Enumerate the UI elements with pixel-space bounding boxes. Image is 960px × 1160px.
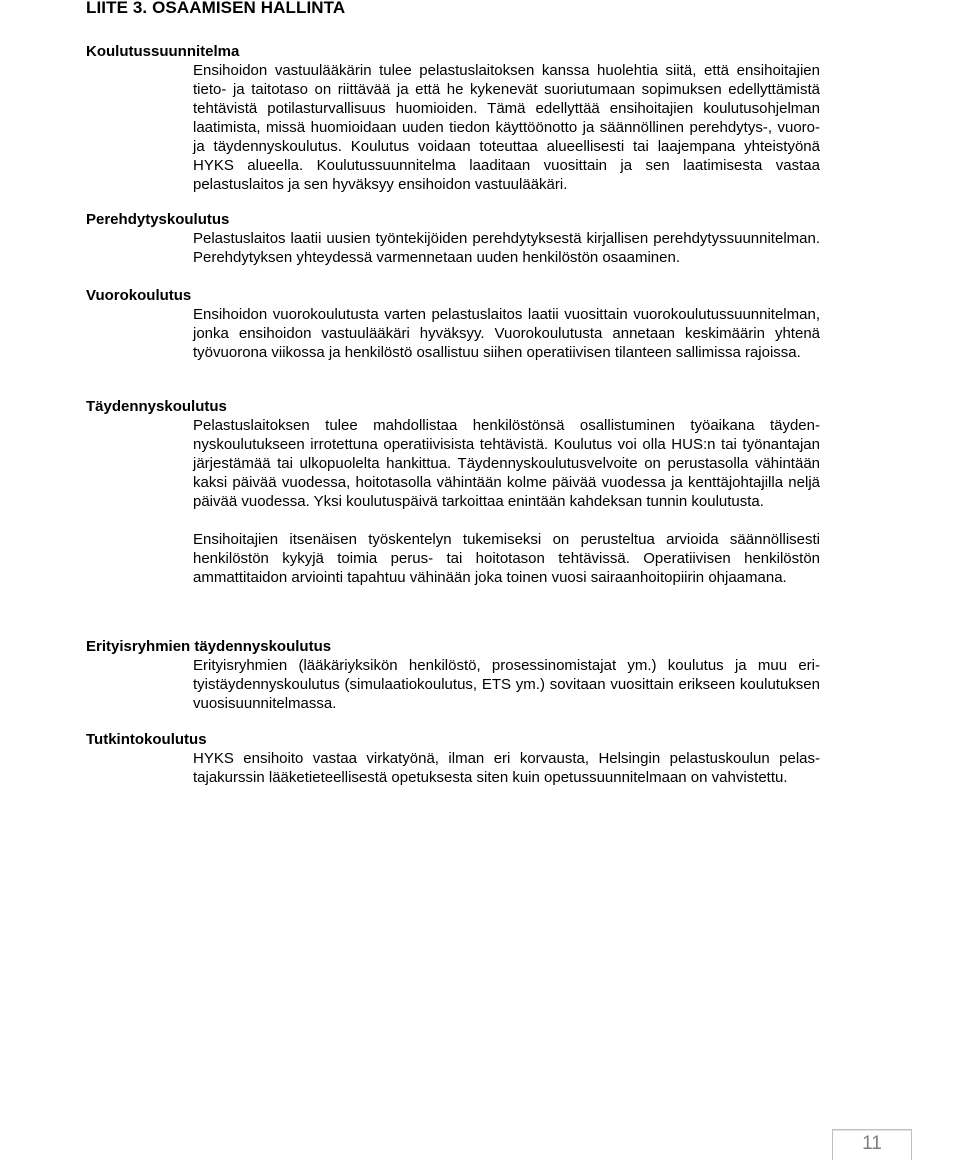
section-paragraph: Ensihoidon vastuulääkärin tulee pelastuslaitoksen kanssa huolehtia siitä, että ensihoitajien tieto- ja taitotaso on riittävää ja että he kykenevät suoriutumaan sopimuksen edellyttämistä tehtävistä potilasturvallisuus huomioiden. Tämä edellyttää ensihoitajien koulutusohjelman laatimista, missä huomioidaan uuden tiedon käyttöönotto ja säännöllinen perehdytys-, vuoro- ja täydennyskoulutus. Koulutus voidaan toteuttaa alueellisesti tai laajempana yhteistyönä HYKS alueella. Koulutussuunnitelma laaditaan vuosittain ja sen laatimisesta vastaa pelastuslaitos ja sen hyväksyy ensihoidon vastuulääkäri. (193, 62, 820, 193)
section-heading: Perehdytyskoulutus (86, 211, 230, 228)
page-number: 11 (862, 1133, 882, 1154)
section-paragraph: HYKS ensihoito vastaa virkatyönä, ilman eri korvausta, Helsingin pelastuskoulun pelastajakurssin lääketieteellisestä opetuksesta siten kuin opetussuunnitelmaan on vahvistettu. (193, 750, 820, 786)
section-paragraph: Erityisryhmien (lääkäriyksikön henkilöstö, prosessinomistajat ym.) koulutus ja muu erityistäydennyskoulutus (simulaatiokoulutus, ETS ym.) sovitaan vuosittain erikseen koulutuksen vuosisuunnitelmassa. (193, 657, 820, 712)
section-taydennyskoulutus (86, 397, 820, 587)
section-heading: Vuorokoulutus (86, 287, 192, 304)
section-tutkintokoulutus (86, 730, 820, 787)
page-number-box (832, 1129, 912, 1160)
page-title: LIITE 3. OSAAMISEN HALLINTA (86, 0, 346, 17)
section-heading: Tutkintokoulutus (86, 731, 207, 748)
section-heading: Koulutussuunnitelma (86, 43, 240, 60)
section-paragraph: Pelastuslaitoksen tulee mahdollistaa henkilöstönsä osallistuminen työaikana täydennyskoulutukseen irrotettuna operatiivisista tehtävistä. Koulutus voi olla HUS:n tai työnantajan järjestämää tai ulkopuolelta hankittua. Täydennyskoulutusvelvoite on perustasolla vähintään kaksi päivää vuodessa, hoitotasolla vähintään kolme päivää vuodessa ja kenttäjohtajilla neljä päivää vuodessa. Yksi koulutuspäivä tarkoittaa enintään kahdeksan tunnin koulutusta. (193, 417, 820, 510)
section-vuorokoulutus (86, 286, 820, 362)
section-paragraph: Ensihoitajien itsenäisen työskentelyn tukemiseksi on perusteltua arvioida säännöllisesti henkilöstön kykyjä toimia perus- tai hoitotason tehtävissä. Operatiivisen henkilöstön ammattitaidon arviointi tapahtuu vähinään joka toinen vuosi sairaanhoitopiirin ohjaamana. (193, 531, 820, 586)
section-paragraph: Ensihoidon vuorokoulutusta varten pelastuslaitos laatii vuosittain vuorokoulutussuunnitelman, jonka ensihoidon vastuulääkäri hyväksyy. Vuorokoulutusta annetaan keskimäärin yhtenä työvuorona viikossa ja henkilöstö osallistuu siihen operatiivisen tilanteen sallimissa rajoissa. (193, 306, 820, 361)
section-heading: Täydennyskoulutus (86, 398, 227, 415)
section-erityisryhmien-taydennyskoulutus (86, 637, 820, 713)
section-paragraph: Pelastuslaitos laatii uusien työntekijöiden perehdytyksestä kirjallisen perehdytyssuunnitelman. Perehdytyksen yhteydessä varmennetaan uuden henkilöstön osaaminen. (193, 230, 820, 266)
section-perehdytyskoulutus (86, 210, 820, 267)
section-koulutussuunnitelma (86, 42, 820, 194)
section-heading: Erityisryhmien täydennyskoulutus (86, 638, 332, 655)
